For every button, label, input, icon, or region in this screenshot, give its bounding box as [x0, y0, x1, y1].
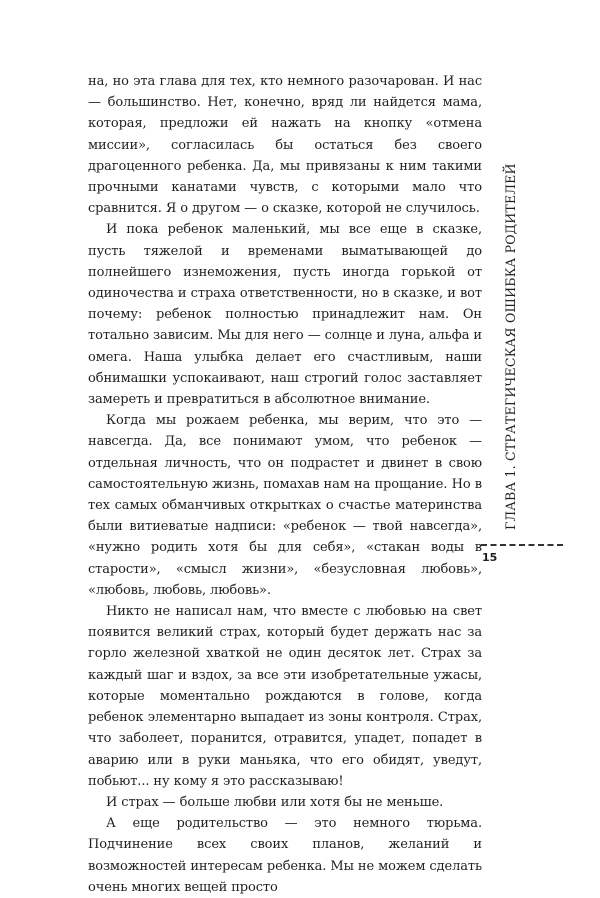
- paragraph-5: И страх — больше любви или хотя бы не меньше.: [106, 794, 444, 810]
- paragraph-6: А еще родительство — это немного тюрьма. Подчинение всех своих планов, желаний и возможностей интересам ребенка. Мы не можем сделать очень многих вещей просто: [88, 816, 482, 895]
- page-divider: [481, 544, 563, 546]
- chapter-title: ГЛАВА 1. СТРАТЕГИЧЕСКАЯ ОШИБКА РОДИТЕЛЕЙ: [503, 163, 518, 530]
- page-number: 15: [482, 551, 498, 564]
- paragraph-1: на, но эта глава для тех, кто немного разочарован. И нас — большинство. Нет, конечно, вряд ли найдется мама, которая, предложи ей нажать на кнопку «отмена миссии», согласилась бы остаться без своего драгоценного ребенка. Да, мы привязаны к ним такими прочными канатами чувств, с которыми мало что сравнится. Я о другом — о сказке, которой не случилось.: [88, 74, 482, 217]
- paragraph-2: И пока ребенок маленький, мы все еще в сказке, пусть тяжелой и временами выматывающей до полнейшего изнеможения, пусть иногда горькой от одиночества и страха ответственности, но в сказке, и вот почему: ребенок полностью принадлежит нам. Он тотально зависим. Мы для него — солнце и луна, альфа и омега. Наша улыбка делает его счастливым, наши обнимашки успокаивают, наш строгий голос заставляет замереть и превратиться в абсолютное внимание.: [88, 222, 482, 408]
- paragraph-4: Никто не написал нам, что вместе с любовью на свет появится великий страх, который будет держать нас за горло железной хваткой не один десяток лет. Страх за каждый шаг и вздох, за все эти изобретательные ужасы, которые моментально рождаются в голове, когда ребенок элементарно выпадает из зоны контроля. Страх, что заболеет, поранится, отравится, упадет, попадет в аварию или в руки маньяка, что его обидят, уведут, побьют... ну кому я это рассказываю!: [88, 604, 482, 789]
- body-text: [88, 71, 482, 898]
- paragraph-3: Когда мы рожаем ребенка, мы верим, что это — навсегда. Да, все понимают умом, что ребенок — отдельная личность, что он подрастет и двинет в свою самостоятельную жизнь, помахав нам на прощание. Но в тех самых обманчивых открытках о счастье материнства были витиеватые надписи: «ребенок — твой навсегда», «нужно родить хотя бы для себя», «стакан воды в старости», «смысл жизни», «безусловная любовь», «любовь, любовь, любовь».: [88, 413, 482, 598]
